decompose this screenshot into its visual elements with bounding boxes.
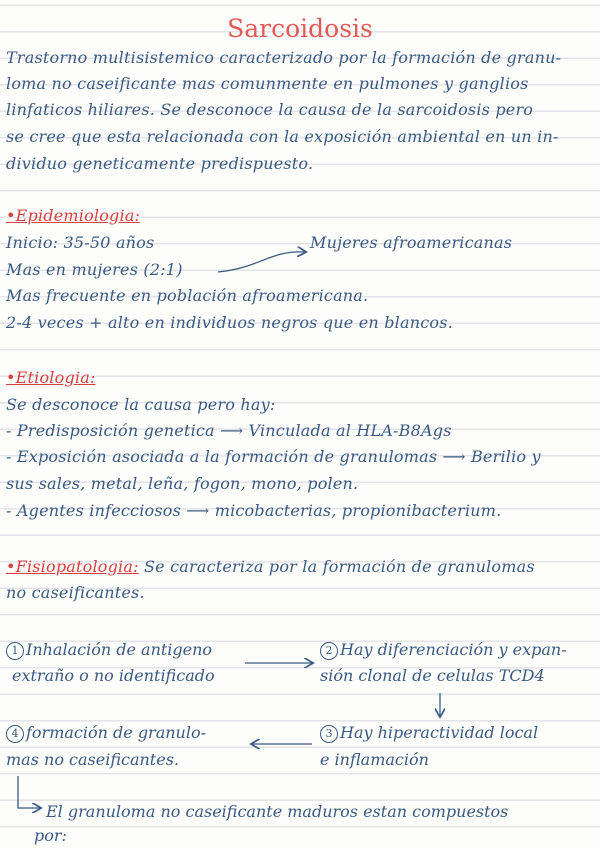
step-number: 4	[6, 725, 24, 743]
epidemiologia-women-note: Mujeres afroamericanas	[310, 233, 513, 252]
etiologia-item: - Exposición asociada a la formación de granulomas ⟶ Berilio y	[6, 447, 541, 466]
step-4	[6, 723, 206, 743]
etiologia-item: - Predisposición genetica ⟶ Vinculada al HLA-B8Ags	[6, 421, 452, 440]
etiologia-item: sus sales, metal, leña, fogon, mono, polen.	[6, 474, 359, 493]
epidemiologia-heading: •Epidemiologia:	[6, 206, 141, 225]
epidemiologia-afro: Mas frecuente en población afroamericana.	[6, 286, 369, 305]
intro-line: Trastorno multisistemico caracterizado por la formación de granu-	[6, 48, 562, 67]
fisiopatologia-text: Se caracteriza por la formación de granulomas	[144, 557, 535, 576]
curved-arrow	[218, 252, 305, 272]
step-text: Hay hiperactividad local	[340, 723, 539, 742]
step-number: 2	[320, 642, 338, 660]
intro-line: linfaticos hiliares. Se desconoce la causa de la sarcoidosis pero	[6, 100, 534, 119]
epidemiologia-onset: Inicio: 35-50 años	[6, 233, 155, 252]
epidemiologia-ratio: 2-4 veces + alto en individuos negros que en blancos.	[6, 313, 453, 332]
epidemiologia-women: Mas en mujeres (2:1)	[6, 260, 183, 279]
intro-line: dividuo geneticamente predispuesto.	[6, 154, 314, 173]
arrow-corner	[18, 776, 40, 808]
page-title: Sarcoidosis	[227, 14, 373, 43]
step-text: Inhalación de antigeno	[26, 640, 213, 659]
intro-line: se cree que esta relacionada con la exposición ambiental en un in-	[6, 127, 559, 146]
fisiopatologia-text: no caseificantes.	[6, 583, 145, 602]
fisiopatologia-heading: •Fisiopatologia:	[6, 557, 139, 576]
step-2	[320, 640, 567, 660]
intro-line: loma no caseificante mas comunmente en pulmones y ganglios	[6, 74, 529, 93]
step-1	[6, 640, 212, 660]
etiologia-heading: •Etiologia:	[6, 368, 96, 387]
step-text: formación de granulo-	[26, 723, 207, 742]
step-3	[320, 723, 538, 743]
step-2-cont: sión clonal de celulas TCD4	[320, 666, 545, 685]
footer-text: por:	[34, 826, 67, 845]
etiologia-intro: Se desconoce la causa pero hay:	[6, 395, 276, 414]
step-number: 3	[320, 725, 338, 743]
footer-text: El granuloma no caseificante maduros estan compuestos	[46, 802, 509, 821]
step-3-cont: e inflamación	[320, 750, 429, 769]
step-number: 1	[6, 642, 24, 660]
step-text: Hay diferenciación y expan-	[340, 640, 567, 659]
etiologia-item: - Agentes infecciosos ⟶ micobacterias, propionibacterium.	[6, 501, 502, 520]
step-1-cont: extraño o no identificado	[12, 666, 215, 685]
fisiopatologia-line	[6, 557, 535, 576]
step-4-cont: mas no caseificantes.	[6, 750, 179, 769]
